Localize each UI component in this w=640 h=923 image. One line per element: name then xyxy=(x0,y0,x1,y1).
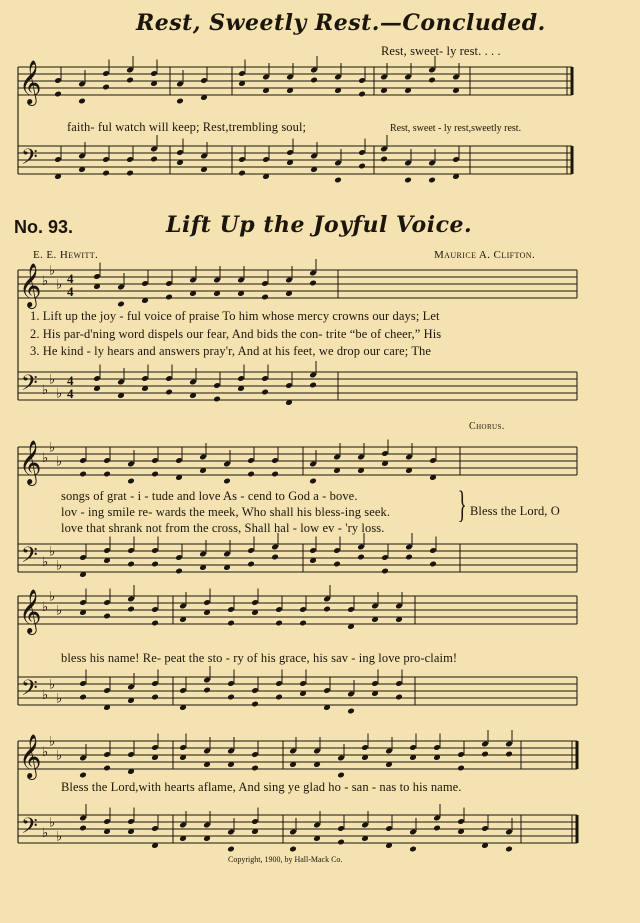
note-head xyxy=(165,389,173,396)
note-head xyxy=(227,620,235,627)
note-head xyxy=(428,77,436,84)
bass-clef: 𝄢 xyxy=(21,543,38,573)
flat-sign: ♭ xyxy=(42,383,49,398)
note-head xyxy=(213,396,221,403)
note-head xyxy=(261,389,269,396)
treble-clef: 𝄞 xyxy=(19,440,42,484)
flat-sign: ♭ xyxy=(56,603,63,619)
time-signature: 4 xyxy=(67,386,74,401)
note-head xyxy=(309,478,317,485)
hymn-composer: Maurice A. Clifton. xyxy=(434,249,536,261)
copyright: Copyright, 1900, by Hall-Mack Co. xyxy=(228,855,343,864)
verse-3-line-1: 3. He kind - ly hears and answers pray'r, And at his feet, we drop our care; The xyxy=(30,344,432,358)
note-head xyxy=(176,98,184,105)
note-head xyxy=(457,765,465,772)
flat-sign: ♭ xyxy=(42,745,49,760)
note-head xyxy=(78,98,86,105)
note-head xyxy=(275,694,283,701)
flat-sign: ♭ xyxy=(56,558,63,574)
flat-sign: ♭ xyxy=(42,688,49,703)
note-head xyxy=(238,170,246,177)
time-signature: 4 xyxy=(67,373,74,388)
note-head xyxy=(151,620,159,627)
bass-clef: 𝄢 xyxy=(21,676,38,706)
note-head xyxy=(358,163,366,170)
note-head xyxy=(102,84,110,91)
treble-clef: 𝄞 xyxy=(19,263,42,307)
treble-clef: 𝄞 xyxy=(19,734,42,778)
system1-lyric-left: faith- ful watch will keep; Rest,trembling soul; xyxy=(67,120,307,134)
note-head xyxy=(103,613,111,620)
note-head xyxy=(79,694,87,701)
flat-sign: ♭ xyxy=(49,372,56,388)
hymn-title: Lift Up the Joyful Voice. xyxy=(166,212,473,238)
note-head xyxy=(251,765,259,772)
note-head xyxy=(481,751,489,758)
hymn-number: No. 93. xyxy=(14,217,74,237)
note-head xyxy=(309,280,317,287)
flat-sign: ♭ xyxy=(42,274,49,289)
note-head xyxy=(247,471,255,478)
flat-sign: ♭ xyxy=(42,451,49,466)
note-head xyxy=(103,765,111,772)
system1-top-lyric: Rest, sweet- ly rest. . . . xyxy=(381,44,501,58)
note-head xyxy=(127,561,135,568)
note-head xyxy=(165,294,173,301)
note-head xyxy=(127,478,135,485)
flat-sign: ♭ xyxy=(49,815,56,831)
chorus-label: Chorus. xyxy=(469,421,505,432)
chorus-line-2: bless his name! Re- peat the sto - ry of his grace, his sav - ing love pro-claim! xyxy=(61,651,458,665)
note-head xyxy=(251,701,259,708)
note-head xyxy=(117,301,125,308)
flat-sign: ♭ xyxy=(56,386,63,402)
note-head xyxy=(151,561,159,568)
note-head xyxy=(358,91,366,98)
note-head xyxy=(333,561,341,568)
time-signature: 4 xyxy=(67,271,74,286)
note-head xyxy=(227,846,235,853)
bass-clef: 𝄢 xyxy=(21,814,38,844)
note-head xyxy=(150,156,158,163)
note-head xyxy=(428,177,436,184)
flat-sign: ♭ xyxy=(42,555,49,570)
note-head xyxy=(433,825,441,832)
note-head xyxy=(247,561,255,568)
flat-sign: ♭ xyxy=(49,734,56,750)
flat-sign: ♭ xyxy=(49,544,56,560)
note-head xyxy=(271,471,279,478)
note-head xyxy=(126,77,134,84)
note-head xyxy=(126,170,134,177)
note-head xyxy=(175,568,183,575)
note-head xyxy=(271,554,279,561)
verse-1-line-1: 1. Lift up the joy - ful voice of praise To him whose mercy crowns our days; Let xyxy=(30,309,440,323)
verse-1-line-2: songs of grat - i - tude and love As - cend to God a - bove. xyxy=(61,489,358,503)
note-head xyxy=(337,772,345,779)
verse-2-line-2: lov - ing smile re- wards the meek, Who shall his bless-ing seek. xyxy=(61,505,391,519)
flat-sign: ♭ xyxy=(42,826,49,841)
system1-lyric-right: Rest, sweet - ly rest,sweetly rest. xyxy=(390,123,522,134)
note-head xyxy=(334,177,342,184)
flat-sign: ♭ xyxy=(56,829,63,845)
hymn-author: E. E. Hewitt. xyxy=(33,249,99,261)
flat-sign: ♭ xyxy=(42,600,49,615)
flat-sign: ♭ xyxy=(56,748,63,764)
note-head xyxy=(309,382,317,389)
note-head xyxy=(54,91,62,98)
flat-sign: ♭ xyxy=(49,440,56,456)
note-head xyxy=(223,478,231,485)
note-head xyxy=(381,568,389,575)
flat-sign: ♭ xyxy=(49,589,56,605)
note-head xyxy=(395,694,403,701)
treble-clef: 𝄞 xyxy=(19,60,42,104)
page-title: Rest, Sweetly Rest.—Concluded. xyxy=(136,10,546,36)
note-head xyxy=(79,772,87,779)
note-head xyxy=(102,170,110,177)
note-head xyxy=(127,606,135,613)
note-head xyxy=(79,825,87,832)
flat-sign: ♭ xyxy=(56,691,63,707)
flat-sign: ♭ xyxy=(56,277,63,293)
verse-3-line-2: love that shrank not from the cross, Shall hal - low ev - 'ry loss. xyxy=(61,521,385,535)
bass-clef: 𝄢 xyxy=(21,371,38,401)
note-head xyxy=(347,708,355,715)
time-signature: 4 xyxy=(67,284,74,299)
note-head xyxy=(151,471,159,478)
note-head xyxy=(203,687,211,694)
note-head xyxy=(505,846,513,853)
chorus-start: Bless the Lord, O xyxy=(470,504,560,518)
note-head xyxy=(310,77,318,84)
note-head xyxy=(261,294,269,301)
note-head xyxy=(275,620,283,627)
note-head xyxy=(505,751,513,758)
note-head xyxy=(227,694,235,701)
verse-brace: } xyxy=(457,484,467,526)
note-head xyxy=(409,846,417,853)
note-head xyxy=(323,606,331,613)
note-head xyxy=(380,156,388,163)
note-head xyxy=(429,561,437,568)
bass-clef: 𝄢 xyxy=(21,145,38,175)
verse-2-line-1: 2. His par-d'ning word dispels our fear, And bids the con- trite “be of cheer,” His xyxy=(30,327,442,341)
chorus-line-3: Bless the Lord,with hearts aflame, And sing ye glad ho - san - nas to his name. xyxy=(61,780,462,794)
note-head xyxy=(299,620,307,627)
note-head xyxy=(103,471,111,478)
treble-clef: 𝄞 xyxy=(19,589,42,633)
note-head xyxy=(151,694,159,701)
note-head xyxy=(337,839,345,846)
note-head xyxy=(404,177,412,184)
note-head xyxy=(405,554,413,561)
flat-sign: ♭ xyxy=(49,263,56,279)
note-head xyxy=(289,846,297,853)
note-head xyxy=(79,471,87,478)
note-head xyxy=(357,554,365,561)
flat-sign: ♭ xyxy=(49,677,56,693)
flat-sign: ♭ xyxy=(56,454,63,470)
